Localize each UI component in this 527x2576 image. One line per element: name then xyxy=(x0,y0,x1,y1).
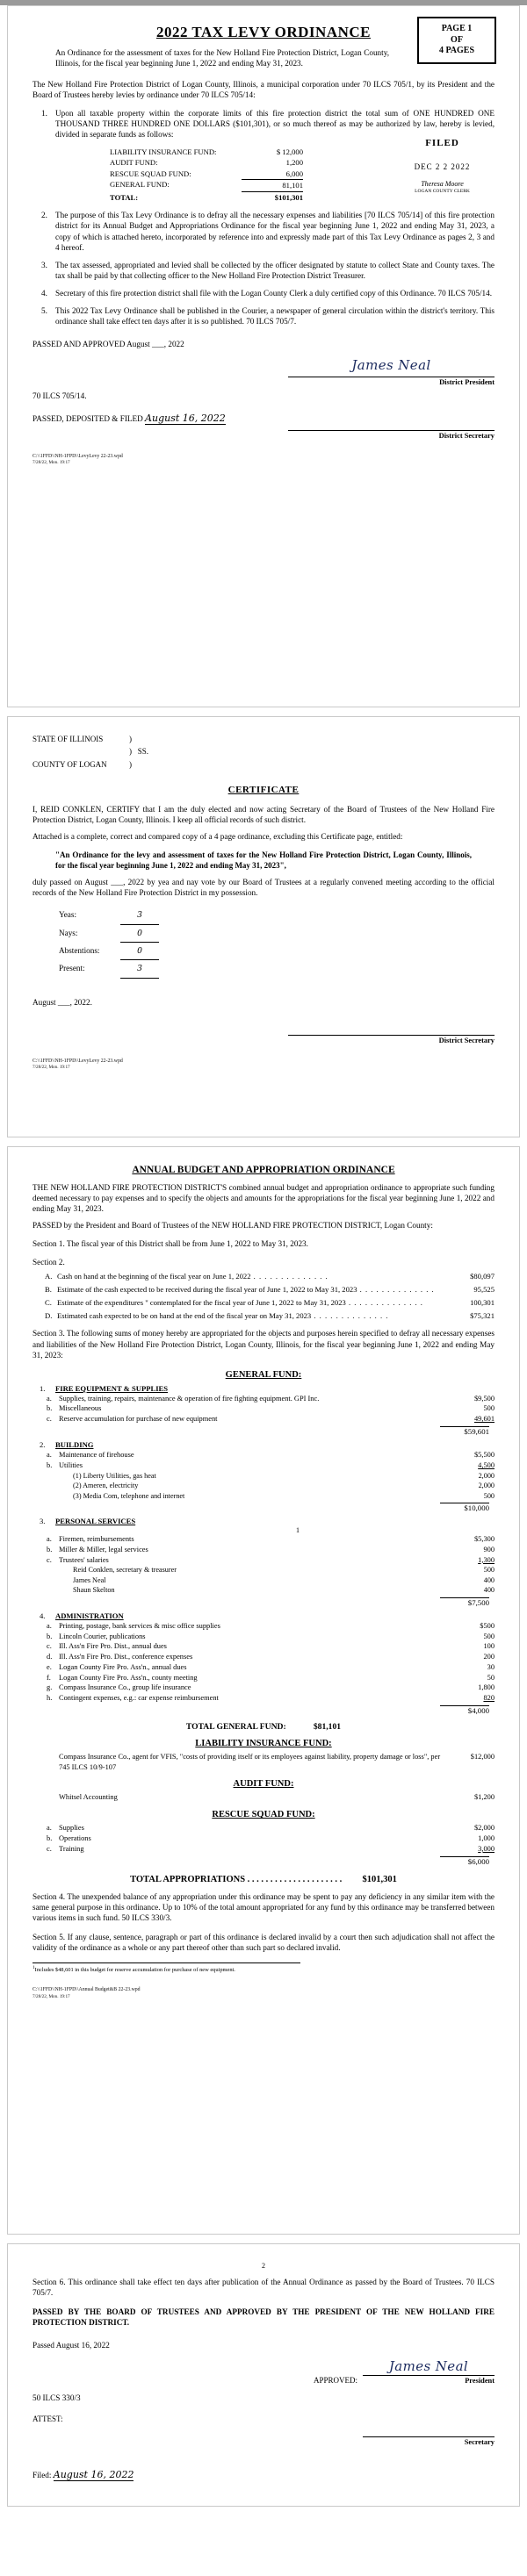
liability-text: Compass Insurance Co., agent for VFIS, "costs of providing itself or its employees against liability, property damage or loss", per 745 ILCS 10/9-107 xyxy=(59,1752,441,1771)
ordinance-intro: An Ordinance for the assessment of taxes for the New Holland Fire Protection District, Logan County, Illinois, for the fiscal year beginning June 1, 2022 and ending May 31, 2023. xyxy=(55,48,389,68)
gf-3-a-text: Firemen, reimbursements xyxy=(59,1535,134,1544)
footer-timestamp: 7/28/22, Mon. 19:17 xyxy=(32,1065,70,1071)
gf-1-a-val: $9,500 xyxy=(473,1394,495,1403)
gf-1-subtotal-value: $59,601 xyxy=(440,1426,489,1436)
gf-2-sub-b1 xyxy=(32,1471,495,1481)
levy-label-2: RESCUE SQUAD FUND: xyxy=(110,169,191,178)
item-1-text: Upon all taxable property within the corporate limits of this fire protection district the total sum of ONE HUNDRED ONE THOUSAND THREE HUNDRED ONE DOLLARS ($101,301), or so much thereof as may be authorized by law, hereby is levied, divided in separate funds as follows: xyxy=(55,108,495,139)
vote-value-nays: 0 xyxy=(120,926,159,943)
estimate-key-a: A. xyxy=(45,1271,53,1281)
approved-block xyxy=(32,2358,495,2385)
secretary-signature xyxy=(389,411,393,427)
gf-1-c-key: c. xyxy=(47,1415,52,1424)
footnote-text: Includes $48,601 in this budget for reserve accumulation for purchase of new equipment. xyxy=(34,1966,235,1973)
gf-2-b2-val: 2,000 xyxy=(478,1482,495,1490)
gf-4-a-text: Printing, postage, bank services & misc office supplies xyxy=(59,1621,220,1630)
budget-section-5: Section 5. If any clause, sentence, paragraph or part of this ordinance is declared invalid by a court then such adjudication shall not affect the validity of the ordinance as a whole or any part thereof other than such part so declared invalid. xyxy=(32,1933,495,1953)
dots: . . . . . . . . . . . . . . xyxy=(311,1311,389,1321)
gf-1-b-key: b. xyxy=(47,1404,53,1413)
filed-date: DEC 2 2 2022 xyxy=(414,162,471,171)
item-3-text: The tax assessed, appropriated and levied shall be collected by the officer designated by statute to collect State and County taxes. The tax shall be paid by that collecting officer to the New Holland Fire Protection District Treasurer. xyxy=(55,260,495,280)
item-5-text: This 2022 Tax Levy Ordinance shall be published in the Courier, a newspaper of general circulation within the district's territory. This ordinance shall take effect ten days after it is so published. 70 ILCS 705/7. xyxy=(55,306,495,326)
filed-line xyxy=(32,2469,495,2481)
gf-2-sub-b xyxy=(32,1460,495,1471)
gf-4-h-key: h. xyxy=(47,1694,53,1703)
levy-amount-1: 1,200 xyxy=(285,158,303,168)
budget-passed: PASSED by the President and Board of Trustees of the NEW HOLLAND FIRE PROTECTION DISTRICT, Logan County: xyxy=(32,1221,433,1231)
budget-estimate-row xyxy=(32,1297,495,1308)
statute-citation: 50 ILCS 330/3 xyxy=(32,2393,81,2402)
gf-3-b-text: Miller & Miller, legal services xyxy=(59,1545,148,1553)
certificate-title: CERTIFICATE xyxy=(227,785,300,796)
gf-4-d-key: d. xyxy=(47,1653,53,1661)
page-box-line-3: 4 PAGES xyxy=(438,46,475,55)
gf-4-sub-c xyxy=(32,1641,495,1652)
gf-2-b1-key xyxy=(32,1471,73,1481)
item-4-text: Secretary of this fire protection district shall file with the Logan County Clerk a duly certified copy of this Ordinance. 70 ILCS 705/14. xyxy=(55,289,493,298)
attest-signature-block xyxy=(32,2420,495,2446)
president-signature-block xyxy=(32,357,495,386)
gf-3-sub-c1 xyxy=(32,1565,495,1575)
gf-category-3 xyxy=(32,1516,495,1526)
gf-2-b3-val: 500 xyxy=(483,1491,495,1500)
gf-4-number: 4. xyxy=(40,1611,46,1620)
gf-2-number: 2. xyxy=(40,1440,46,1449)
item-1-number: 1. xyxy=(41,108,47,118)
footer-path: C:\\1FFD\\NH-1FPD\\Annual Budget&B 22-23.wpd xyxy=(32,1986,141,1992)
gf-2-title: BUILDING xyxy=(55,1440,94,1449)
gf-2-b1-val: 2,000 xyxy=(478,1471,495,1480)
levy-amount-2: 6,000 xyxy=(285,169,303,178)
gf-4-a-key: a. xyxy=(47,1621,52,1630)
liability-fund-header: LIABILITY INSURANCE FUND: xyxy=(195,1738,332,1748)
estimate-key-b: B. xyxy=(45,1284,52,1294)
budget-estimate-row xyxy=(32,1271,495,1281)
budget-section-2-label: Section 2. xyxy=(32,1258,65,1267)
gf-2-a-text: Maintenance of firehouse xyxy=(59,1451,134,1460)
county-line: COUNTY OF LOGAN xyxy=(32,759,107,769)
vote-row xyxy=(59,907,495,924)
ss-spacer xyxy=(32,745,129,757)
passed-date-line: Passed August 16, 2022 xyxy=(32,2340,110,2350)
gf-4-sub-f xyxy=(32,1673,495,1683)
vote-row xyxy=(59,925,495,943)
gf-4-sub-a xyxy=(32,1621,495,1632)
vote-row xyxy=(59,943,495,960)
gf-4-g-key: g. xyxy=(47,1683,53,1692)
gf-3-title: PERSONAL SERVICES xyxy=(55,1517,136,1526)
rescue-fund-header: RESCUE SQUAD FUND: xyxy=(212,1810,315,1820)
vote-label-yeas: Yeas: xyxy=(59,910,76,920)
gf-1-b-val: 500 xyxy=(483,1404,495,1413)
gf-3-c3-key xyxy=(32,1585,73,1595)
audit-fund-header: AUDIT FUND: xyxy=(233,1779,294,1790)
rescue-a-text: Supplies xyxy=(59,1824,84,1833)
rescue-row-b xyxy=(32,1833,495,1844)
liability-row xyxy=(32,1752,495,1773)
total-appropriations-value: $101,301 xyxy=(362,1874,397,1884)
gf-3-sub-c3 xyxy=(32,1585,495,1595)
gf-3-a-val: $5,300 xyxy=(473,1535,495,1544)
rescue-a-val: $2,000 xyxy=(473,1824,495,1833)
rescue-subtotal-value: $6,000 xyxy=(440,1856,489,1866)
levy-amount-3: 81,101 xyxy=(242,179,303,191)
dots: . . . . . . . . . . . . . . xyxy=(357,1284,435,1294)
liability-key xyxy=(32,1752,59,1773)
president-caption: District President xyxy=(439,377,495,386)
gf-3-c2-key xyxy=(32,1575,73,1585)
gf-3-sub-c xyxy=(32,1555,495,1566)
venue-block: STATE OF ILLINOIS ) ) SS. COUNTY OF LOGAN ) xyxy=(32,733,495,771)
audit-key xyxy=(32,1792,59,1803)
estimate-key-d: D. xyxy=(45,1311,53,1321)
certificate-body-2: Attached is a complete, correct and compared copy of a 4 page ordinance, excluding this Certificate page, entitled: xyxy=(32,832,403,842)
gf-category-1 xyxy=(32,1383,495,1394)
vote-row xyxy=(59,960,495,978)
rescue-c-val: 3,000 xyxy=(478,1844,495,1853)
liability-value: $12,000 xyxy=(470,1752,495,1761)
approved-signature: James Neal xyxy=(388,2357,469,2374)
rescue-subtotal xyxy=(32,1856,495,1866)
certificate-signature-block xyxy=(32,1015,495,1044)
total-appropriations-dots: . . . . . . . . . . . . . . . . . . . . . xyxy=(247,1874,343,1884)
rescue-row-c xyxy=(32,1844,495,1855)
footnote-marker: 1 xyxy=(296,1526,300,1535)
gf-4-c-val: 100 xyxy=(483,1642,495,1651)
audit-value: $1,200 xyxy=(473,1793,495,1802)
certificate-body-3: duly passed on August ___, 2022 by yea and nay vote by our Board of Trustees at a regularly convened meeting according to the official records of the New Holland Fire Protection District in my possession. xyxy=(32,877,495,898)
levy-amount-0: $ 12,000 xyxy=(276,147,303,156)
page-1-footer xyxy=(32,454,495,466)
page-3-footer xyxy=(32,1987,495,1999)
gf-3-sub-b xyxy=(32,1545,495,1555)
page-count-box xyxy=(417,17,496,64)
gf-3-number: 3. xyxy=(40,1517,46,1526)
budget-estimate-row xyxy=(32,1284,495,1295)
footer-timestamp: 7/28/22, Mon. 19:17 xyxy=(32,1993,70,1999)
gf-4-sub-d xyxy=(32,1652,495,1662)
vote-label-present: Present: xyxy=(59,964,85,973)
gf-4-d-val: 200 xyxy=(483,1653,495,1661)
gf-3-c1-key xyxy=(32,1565,73,1575)
estimate-text-b: Estimate of the cash expected to be received during the fiscal year of June 1, 2022 to May 31, 2023 xyxy=(57,1284,357,1294)
gf-1-sub-a xyxy=(32,1394,495,1404)
rescue-a-key: a. xyxy=(47,1824,52,1833)
ordinance-item-4 xyxy=(32,288,495,298)
gf-4-c-text: Ill. Ass'n Fire Pro. Dist., annual dues xyxy=(59,1642,167,1651)
gf-4-sub-h xyxy=(32,1693,495,1704)
statute-citation: 70 ILCS 705/14. xyxy=(32,391,87,400)
gf-3-b-key: b. xyxy=(47,1545,53,1553)
rescue-c-text: Training xyxy=(59,1844,84,1853)
gf-4-e-key: e. xyxy=(47,1662,52,1671)
secretary-caption: Secretary xyxy=(464,2438,495,2447)
item-5-number: 5. xyxy=(41,306,47,316)
president-signature: James Neal xyxy=(351,356,431,373)
clerk-title: LOGAN COUNTY CLERK xyxy=(415,189,470,194)
budget-section-4: Section 4. The unexpended balance of any appropriation under this ordinance may be spent to pay any deficiency in any similar item with the same general purpose in this ordinance. Up to 10% of the total amount appropriated for any fund by this ordinance may be transferred between various items in such fund. 50 ILCS 330/3. xyxy=(32,1891,495,1923)
page-box-line-2: OF xyxy=(451,34,463,45)
deposited-date: August 16, 2022 xyxy=(145,412,226,424)
vote-label-nays: Nays: xyxy=(59,928,78,937)
rescue-b-text: Operations xyxy=(59,1834,91,1843)
dots: . . . . . . . . . . . . . . xyxy=(345,1298,423,1307)
estimate-value-a: $80,097 xyxy=(470,1271,495,1281)
budget-footnote xyxy=(32,1962,300,1973)
vote-value-yeas: 3 xyxy=(120,908,159,924)
item-4-number: 4. xyxy=(41,289,47,298)
gf-1-subtotal xyxy=(32,1426,495,1436)
gf-4-h-val: 820 xyxy=(483,1694,495,1703)
item-2-text: The purpose of this Tax Levy Ordinance is to defray all the necessary expenses and liabilities [70 ILCS 705/14] of this fire protection district for its Annual Budget and Appropriations Ordinance for the fiscal year beginning June 1, 2022 and ending May 31, 2023, a copy of which is attached hereto, incorporated by reference into and expressly made part of this Tax Levy Ordinance as pages 2, 3 and 4 hereof. xyxy=(55,211,495,252)
gf-2-b3-key xyxy=(32,1491,73,1501)
rescue-b-val: 1,000 xyxy=(478,1834,495,1843)
gf-3-subtotal xyxy=(32,1597,495,1607)
president-caption: President xyxy=(465,2376,495,2385)
total-appropriations xyxy=(32,1875,495,1884)
estimate-value-c: 100,301 xyxy=(470,1298,495,1307)
gf-1-title: FIRE EQUIPMENT & SUPPLIES xyxy=(55,1383,169,1393)
gf-4-g-text: Compass Insurance Co., group life insurance xyxy=(59,1683,191,1692)
budget-intro: THE NEW HOLLAND FIRE PROTECTION DISTRICT'S combined annual budget and appropriation ordinance to appropriate such funding deemed necessary to pay expenses and to specify the objects and amounts for the appropriations for the fiscal year beginning June 1, 2022 and ending May 31, 2023. xyxy=(32,1183,495,1214)
gf-1-sub-c xyxy=(32,1414,495,1424)
gf-3-subtotal-value: $7,500 xyxy=(440,1597,489,1607)
passed-by-board: PASSED BY THE BOARD OF TRUSTEES AND APPROVED BY THE PRESIDENT OF THE NEW HOLLAND FIRE PROTECTION DISTRICT. xyxy=(32,2307,495,2328)
rescue-row-a xyxy=(32,1823,495,1833)
page-title: 2022 TAX LEVY ORDINANCE xyxy=(155,24,371,40)
passed-approved-text: PASSED AND APPROVED August ___, 2022 xyxy=(32,339,184,348)
general-fund-header: GENERAL FUND: xyxy=(225,1369,302,1380)
gf-category-2 xyxy=(32,1439,495,1450)
levy-label-3: GENERAL FUND: xyxy=(110,180,170,190)
gf-1-sub-b xyxy=(32,1403,495,1414)
budget-section-3: Section 3. The following sums of money hereby are appropriated for the objects and purposes herein specified to defray all necessary expenses and liabilities of the New Holland Fire Protection District, Logan County, Illinois, for the fiscal year beginning June 1, 2022 and ending May 31, 2023: xyxy=(32,1329,495,1360)
certificate-sig-caption: District Secretary xyxy=(438,1036,495,1044)
gf-2-b3-text: (3) Media Com, telephone and internet xyxy=(73,1491,185,1500)
approved-label: APPROVED: xyxy=(313,2375,357,2385)
item-2-number: 2. xyxy=(41,211,47,220)
vote-tally xyxy=(59,907,495,979)
gf-3-b-val: 900 xyxy=(483,1545,495,1553)
estimate-key-c: C. xyxy=(45,1298,52,1307)
gf-4-b-text: Lincoln Courier, publications xyxy=(59,1632,146,1640)
budget-title: ANNUAL BUDGET AND APPROPRIATION ORDINANCE xyxy=(132,1165,395,1175)
ordinance-item-3 xyxy=(32,260,495,281)
page-box-line-1: PAGE 1 xyxy=(441,24,473,33)
levy-label-0: LIABILITY INSURANCE FUND: xyxy=(110,147,217,156)
footer-path: C:\\1FFD\\NH-1FPD\\LevyLevy 22-23.wpd xyxy=(32,453,123,459)
certificate-body-1: I, REID CONKLEN, CERTIFY that I am the duly elected and now acting Secretary of the Board of Trustees of the New Holland Fire Protection District, Logan County, Illinois. I keep all official records of such district. xyxy=(32,805,495,825)
ordinance-page-1 xyxy=(7,5,520,707)
gf-1-b-text: Miscellaneous xyxy=(59,1404,102,1413)
gf-4-d-text: Ill. Ass'n Fire Pro. Dist., conference expenses xyxy=(59,1653,193,1661)
gf-1-c-text: Reserve accumulation for purchase of new equipment xyxy=(59,1415,218,1424)
filed-word: FILED xyxy=(425,138,459,148)
gf-2-a-key: a. xyxy=(47,1451,52,1460)
gf-category-4 xyxy=(32,1611,495,1621)
certificate-signature xyxy=(389,1015,393,1031)
gf-2-b2-key xyxy=(32,1481,73,1490)
ss-label: SS. xyxy=(137,747,149,757)
item-3-number: 3. xyxy=(41,260,47,269)
gf-4-sub-g xyxy=(32,1683,495,1693)
attest-label: ATTEST: xyxy=(32,2414,63,2423)
vote-value-present: 3 xyxy=(120,961,159,978)
rescue-b-key: b. xyxy=(47,1834,53,1843)
gf-3-a-key: a. xyxy=(47,1535,52,1544)
gf-1-c-val: 49,601 xyxy=(473,1415,495,1424)
dots: . . . . . . . . . . . . . . xyxy=(250,1271,328,1281)
gf-4-f-text: Logan County Fire Pro. Ass'n., county meeting xyxy=(59,1673,198,1682)
gf-3-c1-text: Reid Conklen, secretary & treasurer xyxy=(73,1566,177,1575)
total-general-fund xyxy=(32,1722,495,1732)
audit-text: Whitsel Accounting xyxy=(59,1793,118,1802)
gf-4-title: ADMINISTRATION xyxy=(55,1611,124,1620)
gf-1-number: 1. xyxy=(40,1383,46,1393)
gf-1-a-key: a. xyxy=(47,1394,52,1403)
footer-path: C:\\1FFD\\NH-1FPD\\LevyLevy 22-23.wpd xyxy=(32,1058,123,1064)
gf-3-c-text: Trustees' salaries xyxy=(59,1555,109,1564)
ordinance-item-1 xyxy=(32,108,495,140)
gf-4-subtotal-value: $4,000 xyxy=(440,1705,489,1715)
filed-stamp xyxy=(392,138,493,194)
gf-3-c2-val: 400 xyxy=(483,1575,495,1584)
ordinance-item-2 xyxy=(32,210,495,253)
gf-2-sub-b2 xyxy=(32,1481,495,1490)
estimate-value-b: 95,525 xyxy=(473,1284,495,1294)
certificate-quote: "An Ordinance for the levy and assessment of taxes for the New Holland Fire Protection District, Logan County, Illinois, for the fiscal year beginning June 1, 2022 and ending May 31, 2023", xyxy=(55,850,472,870)
estimate-text-c: Estimate of the expenditures " contemplated for the fiscal year of June 1, 2022 to May 31, 2023 xyxy=(57,1298,346,1307)
gf-3-sub-c2 xyxy=(32,1575,495,1585)
state-line: STATE OF ILLINOIS xyxy=(32,735,104,743)
audit-row xyxy=(32,1792,495,1803)
deposited-label: PASSED, DEPOSITED & FILED xyxy=(32,413,143,423)
rescue-c-key: c. xyxy=(47,1844,52,1853)
gf-4-sub-e xyxy=(32,1662,495,1673)
budget-section-6: Section 6. This ordinance shall take effect ten days after publication of the Annual Ordinance as passed by the Board of Trustees. 70 ILCS 705/7. xyxy=(32,2278,495,2298)
gf-4-e-val: 30 xyxy=(487,1662,495,1671)
gf-4-c-key: c. xyxy=(47,1642,52,1651)
gf-2-subtotal xyxy=(32,1503,495,1512)
vote-label-abstentions: Abstentions: xyxy=(59,945,100,955)
footer-timestamp: 7/28/22, Mon. 19:17 xyxy=(32,460,70,466)
gf-4-f-key: f. xyxy=(47,1673,51,1682)
ordinance-item-5 xyxy=(32,305,495,326)
total-general-fund-value: $81,101 xyxy=(313,1721,342,1732)
total-appropriations-label: TOTAL APPROPRIATIONS xyxy=(130,1874,246,1884)
gf-3-c3-text: Shaun Skelton xyxy=(73,1586,115,1595)
page-number: 2 xyxy=(262,2262,265,2270)
gf-4-sub-b xyxy=(32,1632,495,1642)
document-page xyxy=(0,5,527,2576)
gf-2-a-val: $5,500 xyxy=(473,1451,495,1460)
gf-3-sub-a xyxy=(32,1534,495,1545)
certificate-page xyxy=(7,716,520,1137)
gf-2-b1-text: (1) Liberty Utilities, gas heat xyxy=(73,1471,156,1480)
estimate-value-d: $75,321 xyxy=(470,1311,495,1321)
levy-label-1: AUDIT FUND: xyxy=(110,158,158,168)
gf-3-c1-val: 500 xyxy=(483,1566,495,1575)
gf-4-h-text: Contingent expenses, e.g.: car expense reimbursement xyxy=(59,1694,219,1703)
certificate-date-line: August ___, 2022. xyxy=(32,997,92,1007)
gf-2-sub-a xyxy=(32,1450,495,1460)
gf-3-c3-val: 400 xyxy=(483,1586,495,1595)
gf-3-c2-text: James Neal xyxy=(73,1575,106,1584)
estimate-text-a: Cash on hand at the beginning of the fiscal year on June 1, 2022 xyxy=(57,1271,251,1281)
gf-3-c-val: 1,300 xyxy=(478,1555,495,1564)
filed-date: August 16, 2022 xyxy=(53,2469,134,2481)
gf-4-b-val: 500 xyxy=(483,1632,495,1640)
levy-amount-total: $101,301 xyxy=(274,192,303,202)
gf-2-b-text: Utilities xyxy=(59,1460,83,1469)
budget-section-1: Section 1. The fiscal year of this District shall be from June 1, 2022 to May 31, 2023. xyxy=(32,1238,308,1248)
estimate-text-d: Estimated cash expected to be on hand at the end of the fiscal year on May 31, 2023 xyxy=(57,1311,312,1321)
filed-label: Filed: xyxy=(32,2471,52,2480)
gf-1-a-text: Supplies, training, repairs, maintenance & operation of fire fighting equipment. GPI Inc. xyxy=(59,1394,320,1403)
gf-4-subtotal xyxy=(32,1705,495,1715)
gf-4-a-val: $500 xyxy=(480,1621,495,1630)
total-general-fund-label: TOTAL GENERAL FUND: xyxy=(185,1721,286,1732)
gf-3-c-key: c. xyxy=(47,1555,52,1564)
ordinance-para-1: The New Holland Fire Protection District of Logan County, Illinois, a municipal corporation under 70 ILCS 705/1, by its President and the Board of Trustees hereby levies by ordinance under 70 ILCS 705/14: xyxy=(32,80,495,100)
secretary-caption: District Secretary xyxy=(438,431,495,440)
gf-2-subtotal-value: $10,000 xyxy=(440,1503,489,1512)
vote-value-abstentions: 0 xyxy=(120,944,159,960)
gf-4-e-text: Logan County Fire Pro. Ass'n., annual dues xyxy=(59,1662,187,1671)
footnote-number: 1 xyxy=(32,1964,35,1970)
budget-appropriation-page xyxy=(7,1146,520,2235)
gf-2-b-key: b. xyxy=(47,1460,53,1469)
gf-2-sub-b3 xyxy=(32,1491,495,1501)
levy-label-total: TOTAL: xyxy=(110,192,139,202)
gf-4-g-val: 1,800 xyxy=(478,1683,495,1692)
clerk-signature: Theresa Moore xyxy=(421,180,464,188)
gf-4-f-val: 50 xyxy=(487,1673,495,1682)
budget-signature-page xyxy=(7,2243,520,2507)
gf-2-b2-text: (2) Ameren, electricity xyxy=(73,1482,139,1490)
gf-4-b-key: b. xyxy=(47,1632,53,1640)
budget-estimate-row xyxy=(32,1310,495,1321)
secretary-signature xyxy=(426,2420,430,2436)
passed-approved-line xyxy=(32,340,495,348)
gf-2-b-val: 4,500 xyxy=(478,1460,495,1469)
page-2-footer xyxy=(32,1058,495,1071)
